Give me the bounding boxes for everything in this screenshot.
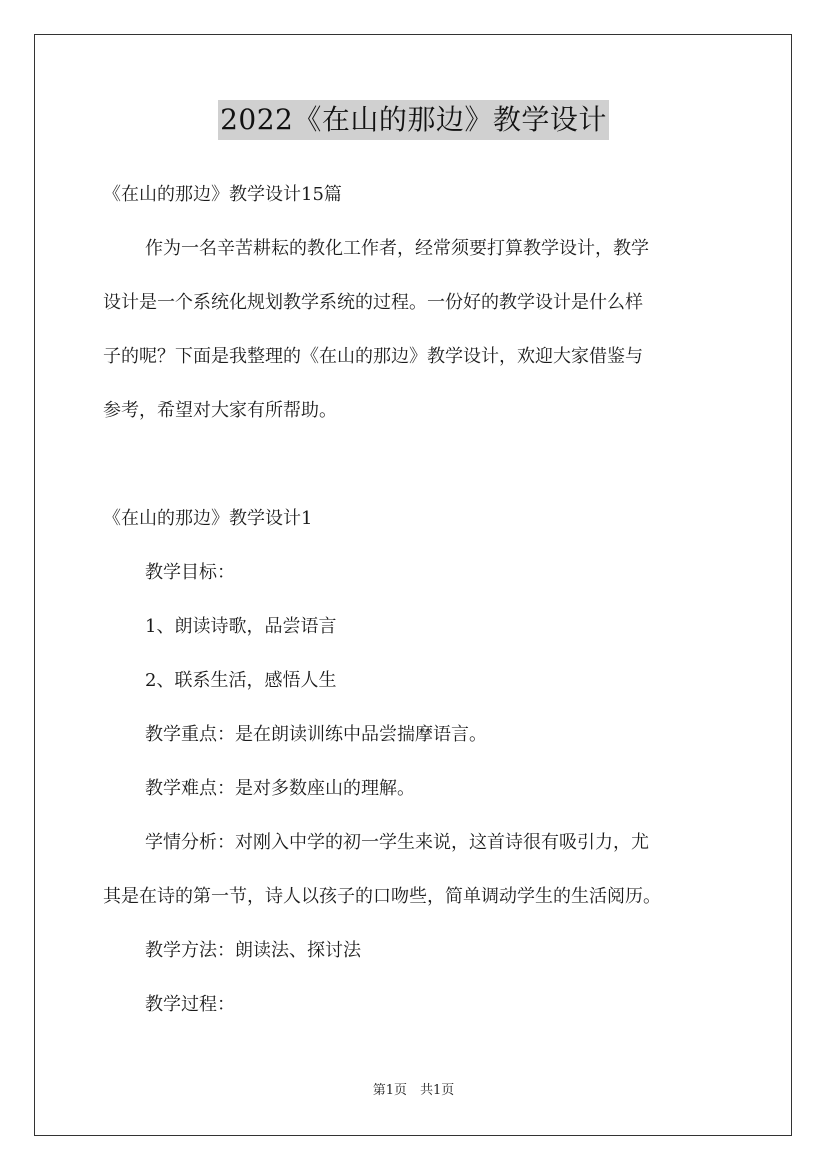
learning-analysis-continued: 其是在诗的第一节，诗人以孩子的口吻些，简单调动学生的生活阅历。 [103,886,661,907]
intro-line-2: 设计是一个系统化规划教学系统的过程。一份好的教学设计是什么样 [103,292,643,313]
document-title: 2022《在山的那边》教学设计 [218,100,609,140]
teaching-focus: 教学重点：是在朗读训练中品尝揣摩语言。 [145,724,487,745]
document-subtitle: 《在山的那边》教学设计15篇 [103,184,342,205]
goal-item-1: 1、朗读诗歌，品尝语言 [145,616,337,637]
page-number-footer: 第1页 共1页 [372,1083,455,1098]
intro-line-1: 作为一名辛苦耕耘的教化工作者，经常须要打算教学设计，教学 [145,238,649,259]
teaching-method: 教学方法：朗读法、探讨法 [145,940,361,961]
title-container [0,100,827,140]
teaching-goals-label: 教学目标： [145,562,235,583]
teaching-process-label: 教学过程： [145,994,235,1015]
intro-line-4: 参考，希望对大家有所帮助。 [103,400,337,421]
intro-line-3: 子的呢？下面是我整理的《在山的那边》教学设计，欢迎大家借鉴与 [103,346,643,367]
teaching-difficulty: 教学难点：是对多数座山的理解。 [145,778,415,799]
learning-analysis: 学情分析：对刚入中学的初一学生来说，这首诗很有吸引力，尤 [145,832,649,853]
goal-item-2: 2、联系生活，感悟人生 [145,670,337,691]
section-heading: 《在山的那边》教学设计1 [103,508,313,529]
